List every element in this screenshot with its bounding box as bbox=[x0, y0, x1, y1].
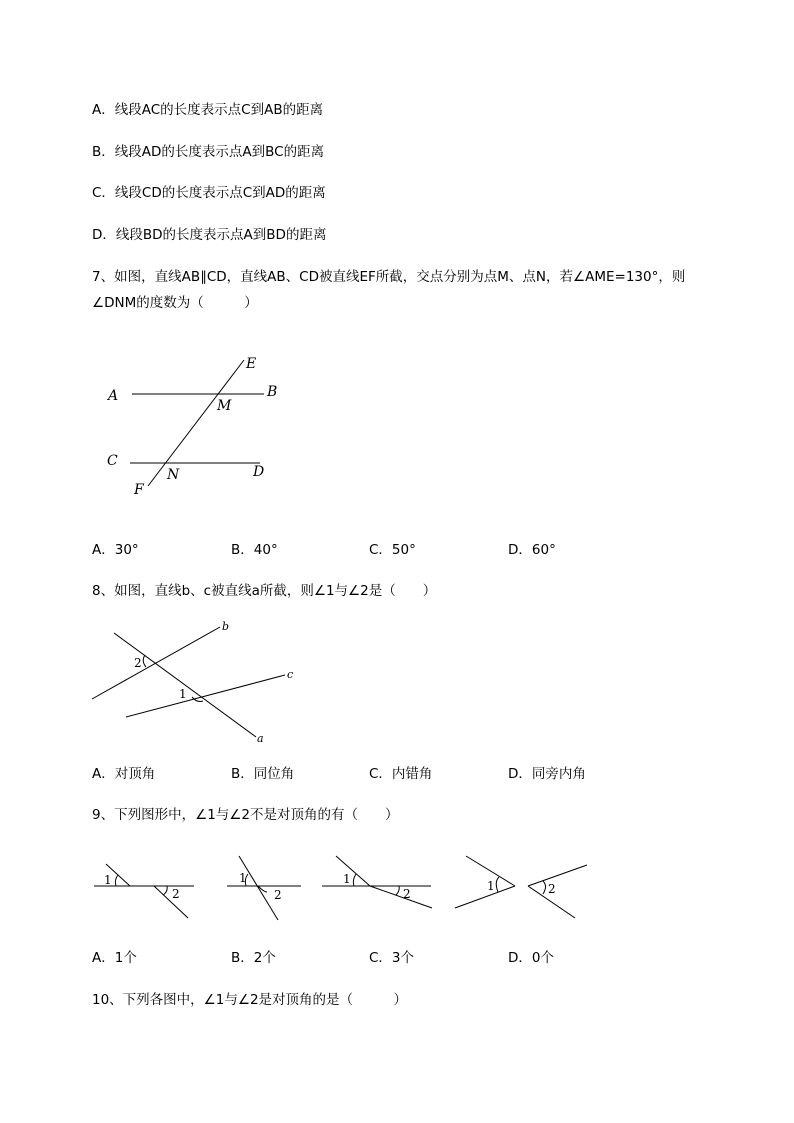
label-a: a bbox=[257, 732, 264, 745]
label-angle-2: 2 bbox=[548, 882, 556, 896]
label-angle-1: 1 bbox=[239, 871, 247, 885]
q7-option-c: C．50° bbox=[369, 542, 416, 558]
q7-option-a: A．30° bbox=[92, 542, 139, 558]
q6-option-d: D．线段BD的长度表示点A到BD的距离 bbox=[92, 227, 327, 243]
label-f: F bbox=[134, 482, 144, 498]
q9-option-c: C．3个 bbox=[369, 950, 415, 966]
label-d: D bbox=[253, 464, 265, 480]
q9-option-b: B．2个 bbox=[231, 950, 276, 966]
label-c: C bbox=[107, 453, 118, 469]
label-angle-1: 1 bbox=[104, 873, 112, 887]
label-b: b bbox=[222, 620, 230, 633]
q9-figure-3 bbox=[322, 856, 432, 908]
label-n: N bbox=[167, 467, 180, 483]
q6-option-b: B．线段AD的长度表示点A到BC的距离 bbox=[92, 144, 325, 160]
q9-figure-4 bbox=[455, 856, 587, 918]
label-angle-1: 1 bbox=[487, 879, 495, 893]
q8-option-d: D．同旁内角 bbox=[508, 766, 586, 782]
q6-option-a: A．线段AC的长度表示点C到AB的距离 bbox=[92, 102, 324, 118]
label-angle-2: 2 bbox=[134, 656, 142, 670]
q7-figure bbox=[100, 350, 290, 500]
q7-stem-line2: ∠DNM的度数为（ ） bbox=[92, 295, 258, 311]
label-c: c bbox=[287, 668, 294, 681]
label-angle-2: 2 bbox=[172, 887, 180, 901]
q9-figure-1 bbox=[94, 864, 194, 918]
q6-option-c: C．线段CD的长度表示点C到AD的距离 bbox=[92, 185, 326, 201]
q7-stem-line1: 7、如图，直线AB∥CD，直线AB、CD被直线EF所截，交点分别为点M、点N，若∠AME=130°，则 bbox=[92, 269, 686, 285]
label-angle-1: 1 bbox=[179, 687, 187, 701]
q8-stem: 8、如图，直线b、c被直线a所截，则∠1与∠2是（ ） bbox=[92, 583, 437, 599]
label-b: B bbox=[267, 384, 278, 400]
label-e: E bbox=[246, 356, 257, 372]
q8-option-b: B．同位角 bbox=[231, 766, 295, 782]
q8-option-c: C．内错角 bbox=[369, 766, 433, 782]
q9-option-d: D．0个 bbox=[508, 950, 554, 966]
q9-stem: 9、下列图形中，∠1与∠2不是对顶角的有（ ） bbox=[92, 807, 399, 823]
line-c bbox=[126, 675, 285, 717]
line-a bbox=[114, 633, 256, 737]
q8-figure bbox=[88, 615, 308, 750]
q9-figures bbox=[90, 850, 600, 930]
label-m: M bbox=[217, 398, 232, 414]
label-angle-2: 2 bbox=[403, 887, 411, 901]
label-angle-2: 2 bbox=[274, 888, 282, 902]
q10-stem: 10、下列各图中，∠1与∠2是对顶角的是（ ） bbox=[92, 992, 408, 1008]
q9-figure-2 bbox=[227, 856, 301, 920]
q7-option-b: B．40° bbox=[231, 542, 278, 558]
line-ef bbox=[148, 360, 244, 486]
q9-option-a: A．1个 bbox=[92, 950, 137, 966]
q8-option-a: A．对顶角 bbox=[92, 766, 156, 782]
label-angle-1: 1 bbox=[343, 872, 351, 886]
angle-2-arc bbox=[143, 655, 146, 667]
label-a: A bbox=[108, 388, 119, 404]
line-b bbox=[92, 627, 220, 699]
q7-option-d: D．60° bbox=[508, 542, 556, 558]
